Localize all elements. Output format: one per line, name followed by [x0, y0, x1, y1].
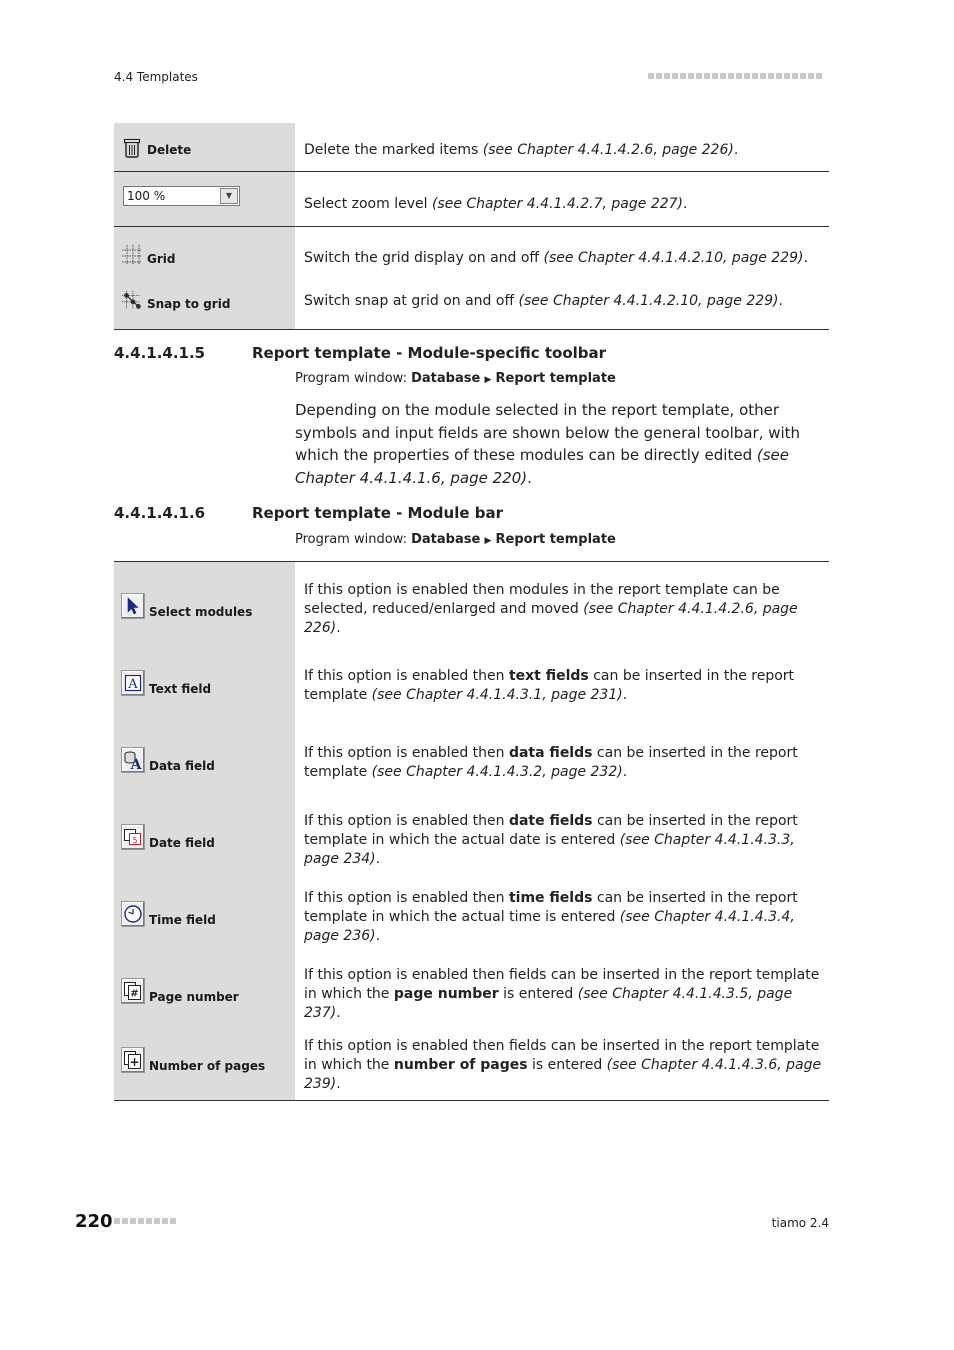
table-row: A Text field If this option is enabled then text fields can be inserted in the report template (see Chapter 4.4.1.4.3.1, page 231).	[114, 639, 829, 716]
row-label: Page number	[149, 990, 239, 1004]
svg-text:+: +	[129, 1054, 140, 1069]
table-row: 100 % ▼ Select zoom level (see Chapter 4.4.1.4.2.7, page 227).	[114, 171, 829, 226]
svg-text:5: 5	[132, 836, 138, 845]
module-bar-table	[114, 561, 829, 1101]
grid-icon	[121, 244, 143, 266]
svg-text:A: A	[130, 757, 142, 770]
row-label: Delete	[147, 142, 192, 157]
chevron-down-icon[interactable]: ▼	[220, 188, 238, 204]
row-label: Date field	[149, 836, 215, 850]
row-ref: (see Chapter 4.4.1.4.2.7, page 227)	[431, 196, 684, 212]
row-ref: (see Chapter 4.4.1.4.2.10, page 229)	[518, 292, 779, 309]
svg-text:A: A	[128, 677, 138, 692]
row-label: Snap to grid	[147, 297, 231, 312]
footer-decoration	[114, 1218, 176, 1224]
table-row: Select modules If this option is enabled then modules in the report template can be selected, reduced/enlarged and moved (see Chapter 4.4.1.4.2.6, page 226).	[114, 562, 829, 639]
text-field-icon	[121, 670, 145, 696]
table-row: Time field If this option is enabled then time fields can be inserted in the report template in which the actual time is entered (see Chapter 4.4.1.4.3.4, page 236).	[114, 870, 829, 947]
section-title: Report template - Module-specific toolbar	[252, 344, 607, 362]
row-desc: Switch the grid display on and off	[304, 249, 544, 266]
triangle-right-icon: ▶	[484, 375, 492, 385]
section-number: 4.4.1.4.1.6	[114, 504, 206, 522]
table-row: Snap to grid Switch snap at grid on and off (see Chapter 4.4.1.4.2.10, page 229).	[114, 278, 829, 329]
svg-text:#: #	[130, 988, 139, 1000]
trash-icon	[121, 137, 143, 159]
running-header: 4.4 Templates	[114, 70, 198, 84]
header-decoration	[648, 73, 822, 79]
toolbar-table	[114, 123, 829, 330]
page-number: 220	[75, 1211, 113, 1232]
table-row: A Data field If this option is enabled then data fields can be inserted in the report template (see Chapter 4.4.1.4.3.2, page 232).	[114, 716, 829, 793]
row-label: Time field	[149, 913, 216, 927]
row-label: Grid	[147, 252, 176, 267]
data-field-icon	[121, 747, 145, 773]
table-row: Delete Delete the marked items (see Chapter 4.4.1.4.2.6, page 226).	[114, 123, 829, 171]
program-window-path: Program window: Database ▶ Report template	[295, 532, 616, 547]
zoom-select[interactable]: 100 % ▼	[123, 186, 240, 206]
triangle-right-icon: ▶	[484, 536, 492, 546]
cursor-arrow-icon	[121, 593, 145, 619]
section-number: 4.4.1.4.1.5	[114, 344, 206, 362]
program-window-path: Program window: Database ▶ Report template	[295, 371, 616, 386]
table-row: # Page number If this option is enabled then fields can be inserted in the report template in which the page number is entered (see Chapter 4.4.1.4.3.5, page 237).	[114, 947, 829, 1024]
section-title: Report template - Module bar	[252, 504, 503, 522]
row-desc: Delete the marked items	[304, 142, 483, 159]
row-ref: (see Chapter 4.4.1.4.2.10, page 229)	[543, 249, 804, 266]
row-label: Text field	[149, 682, 212, 696]
body-paragraph: Depending on the module selected in the report template, other symbols and input fields are shown below the general toolbar, with which the properties of these modules can be directly edited (see Chapter 4.4.1.4.1.6, page 220).	[295, 401, 801, 487]
snap-grid-icon	[121, 289, 143, 311]
row-label: Select modules	[149, 605, 253, 620]
number-of-pages-icon	[121, 1047, 145, 1073]
table-row: 5 Date field If this option is enabled then date fields can be inserted in the report template in which the actual date is entered (see Chapter 4.4.1.4.3.3, page 234).	[114, 793, 829, 870]
row-ref: (see Chapter 4.4.1.4.2.6, page 226)	[482, 142, 734, 159]
row-desc: Switch snap at grid on and off	[304, 292, 519, 309]
table-row: Grid Switch the grid display on and off (see Chapter 4.4.1.4.2.10, page 229).	[114, 226, 829, 278]
table-row: + Number of pages If this option is enabled then fields can be inserted in the report template in which the number of pages is entered (see Chapter 4.4.1.4.3.6, page 239).	[114, 1024, 829, 1101]
row-desc: Select zoom level	[304, 196, 432, 212]
row-label: Number of pages	[149, 1058, 266, 1073]
clock-icon	[121, 901, 145, 927]
date-field-icon	[121, 824, 145, 850]
product-name: tiamo 2.4	[771, 1216, 829, 1230]
row-label: Data field	[149, 759, 215, 773]
page-number-icon	[121, 978, 145, 1004]
